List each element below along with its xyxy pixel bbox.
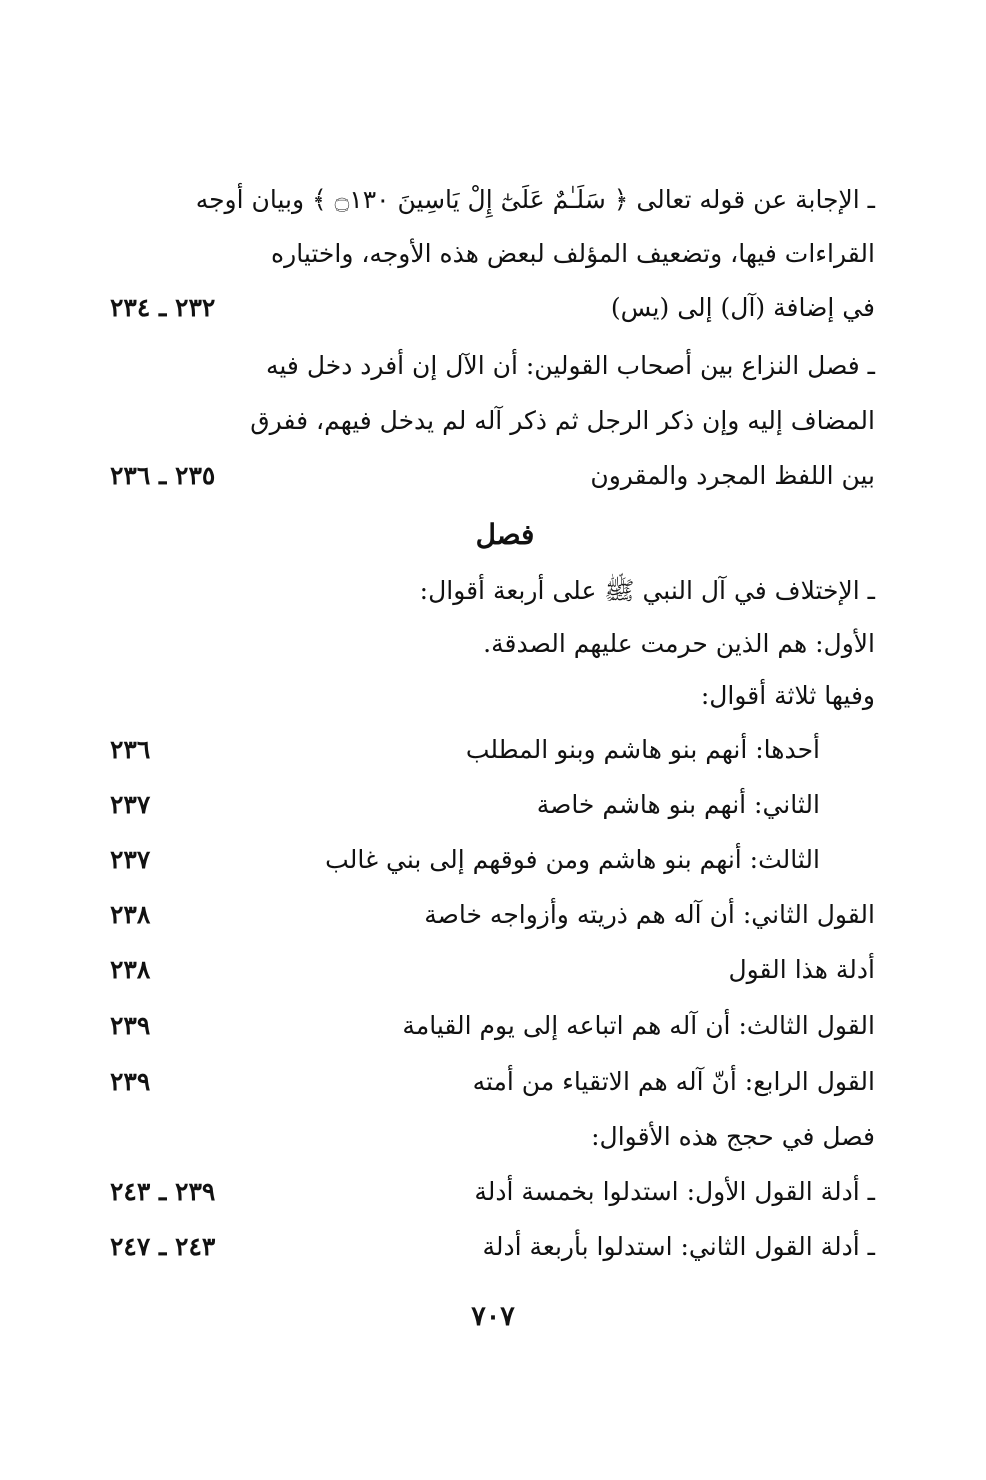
index-entry <box>100 671 875 721</box>
index-entry <box>100 619 875 669</box>
index-entry <box>100 1001 875 1051</box>
entry-page-range: ٢٣٢ ـ ٢٣٤ <box>110 293 216 322</box>
entry-text: القول الثاني: أن آله هم ذريته وأزواجه خاصة <box>424 900 875 929</box>
index-entry <box>100 451 875 501</box>
index-entry <box>100 1057 875 1107</box>
entry-text: أدلة هذا القول <box>728 955 875 984</box>
entry-text: القول الثالث: أن آله هم اتباعه إلى يوم القيامة <box>402 1011 875 1040</box>
entry-page-range: ٢٣٧ <box>110 845 151 874</box>
entry-page-range: ٢٣٥ ـ ٢٣٦ <box>110 461 216 490</box>
index-entry <box>100 229 875 279</box>
entry-text: ـ فصل النزاع بين أصحاب القولين: أن الآل إن أفرد دخل فيه <box>265 351 875 380</box>
entry-text: الثاني: أنهم بنو هاشم خاصة <box>536 790 820 819</box>
section-heading: فصل <box>475 518 535 551</box>
index-entry <box>100 835 875 885</box>
index-entry <box>100 890 875 940</box>
index-entry <box>100 1222 875 1272</box>
index-entry <box>100 780 875 830</box>
entry-page-range: ٢٣٩ ـ ٢٤٣ <box>110 1177 216 1206</box>
entry-page-range: ٢٣٩ <box>110 1011 151 1040</box>
entry-text: ـ الإجابة عن قوله تعالى ﴿ سَلَـٰمٌ عَلَىٰٓ إِلْ يَاسِينَ ۝١٣٠ ﴾ وبيان أوجه <box>195 185 875 214</box>
entry-page-range: ٢٣٦ <box>110 735 151 764</box>
entry-text: وفيها ثلاثة أقوال: <box>700 681 875 710</box>
index-entry <box>100 1167 875 1217</box>
entry-page-range: ٢٣٨ <box>110 900 151 929</box>
entry-text: ـ أدلة القول الأول: استدلوا بخمسة أدلة <box>474 1177 875 1206</box>
entry-page-range: ٢٣٩ <box>110 1067 151 1096</box>
index-entry <box>100 396 875 446</box>
index-entry <box>100 566 875 616</box>
entry-text: الثالث: أنهم بنو هاشم ومن فوقهم إلى بني غالب <box>325 845 820 874</box>
entry-text: بين اللفظ المجرد والمقرون <box>590 461 875 490</box>
entry-page-range: ٢٤٣ ـ ٢٤٧ <box>110 1232 216 1261</box>
page-number: ٧٠٧ <box>471 1301 515 1332</box>
index-entry <box>100 945 875 995</box>
entry-text: ـ الإختلاف في آل النبي ﷺ على أربعة أقوال: <box>419 576 875 605</box>
index-entry <box>100 175 875 225</box>
entry-page-range: ٢٣٧ <box>110 790 151 819</box>
entry-page-range: ٢٣٨ <box>110 955 151 984</box>
index-entry <box>100 283 875 333</box>
entry-text: أحدها: أنهم بنو هاشم وبنو المطلب <box>465 735 820 764</box>
entry-text: ـ أدلة القول الثاني: استدلوا بأربعة أدلة <box>482 1232 875 1261</box>
index-entry <box>100 1112 875 1162</box>
entry-text: فصل في حجج هذه الأقوال: <box>591 1122 875 1151</box>
index-entry <box>100 341 875 391</box>
entry-text: في إضافة (آل) إلى (يس) <box>610 293 875 322</box>
index-entry <box>100 725 875 775</box>
entry-text: القراءات فيها، وتضعيف المؤلف لبعض هذه الأوجه، واختياره <box>271 239 875 268</box>
entry-text: القول الرابع: أنّ آله هم الاتقياء من أمته <box>472 1067 875 1096</box>
entry-text: الأول: هم الذين حرمت عليهم الصدقة. <box>483 629 875 658</box>
entry-text: المضاف إليه وإن ذكر الرجل ثم ذكر آله لم يدخل فيهم، ففرق <box>250 406 875 435</box>
